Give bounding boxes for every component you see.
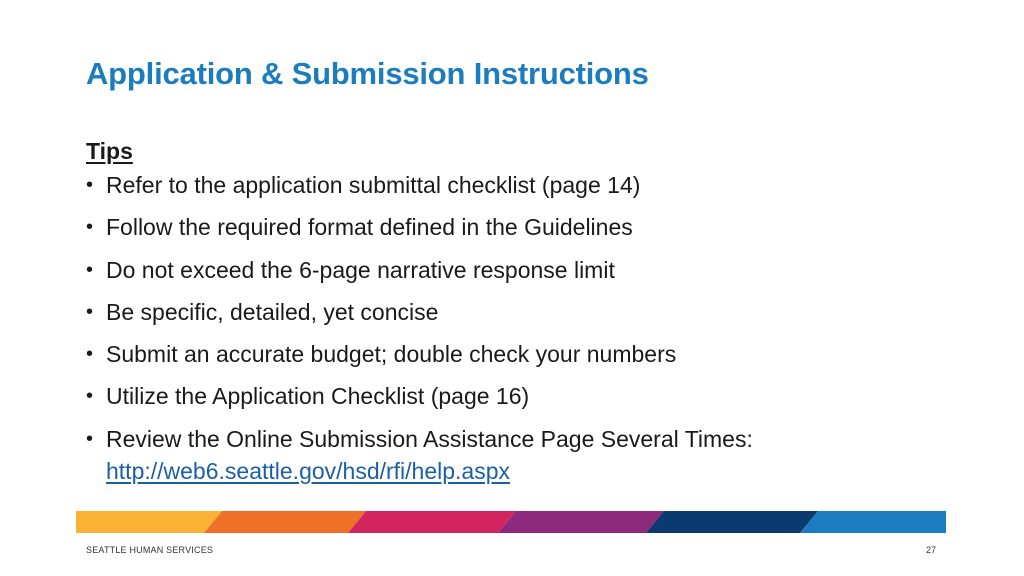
bullet-text: Do not exceed the 6-page narrative response limit: [106, 256, 615, 283]
list-item: [86, 424, 946, 488]
bullet-icon: •: [86, 343, 94, 366]
stripe-segment-navy: [646, 511, 818, 533]
footer-organization-label: SEATTLE HUMAN SERVICES: [86, 545, 214, 555]
slide-title: Application & Submission Instructions: [86, 56, 649, 91]
slide-content: [86, 136, 946, 500]
stripe-segment-blue: [800, 511, 946, 533]
bullet-icon: •: [86, 385, 94, 408]
bullet-text: Utilize the Application Checklist (page 16): [106, 383, 530, 410]
bullet-icon: •: [86, 427, 94, 450]
stripe-segment-orange: [204, 511, 366, 533]
list-item: [86, 297, 946, 327]
bullet-text: Review the Online Submission Assistance Page Several Times:: [106, 425, 753, 452]
tips-list: [86, 170, 946, 488]
stripe-segment-pink: [348, 511, 516, 533]
help-page-link[interactable]: http://web6.seattle.gov/hsd/rfi/help.aspx: [106, 457, 511, 484]
bullet-icon: •: [86, 174, 94, 196]
stripe-segment-purple: [498, 511, 664, 533]
bullet-text: Be specific, detailed, yet concise: [106, 298, 439, 325]
bullet-text: Submit an accurate budget; double check your numbers: [106, 341, 677, 368]
bullet-icon: •: [86, 300, 94, 323]
list-item: [86, 381, 946, 411]
stripe-segment-yellow: [76, 511, 222, 533]
list-item: [86, 339, 946, 369]
page-number: 27: [925, 545, 936, 555]
bullet-icon: •: [86, 216, 94, 239]
list-item: [86, 170, 946, 200]
bullet-text: Follow the required format defined in the Guidelines: [106, 214, 633, 241]
tips-heading: Tips: [86, 138, 133, 164]
list-item: [86, 212, 946, 242]
bullet-text: Refer to the application submittal checklist (page 14): [106, 172, 641, 198]
footer-color-stripe: [76, 511, 946, 533]
bullet-icon: •: [86, 258, 94, 281]
list-item: [86, 255, 946, 285]
